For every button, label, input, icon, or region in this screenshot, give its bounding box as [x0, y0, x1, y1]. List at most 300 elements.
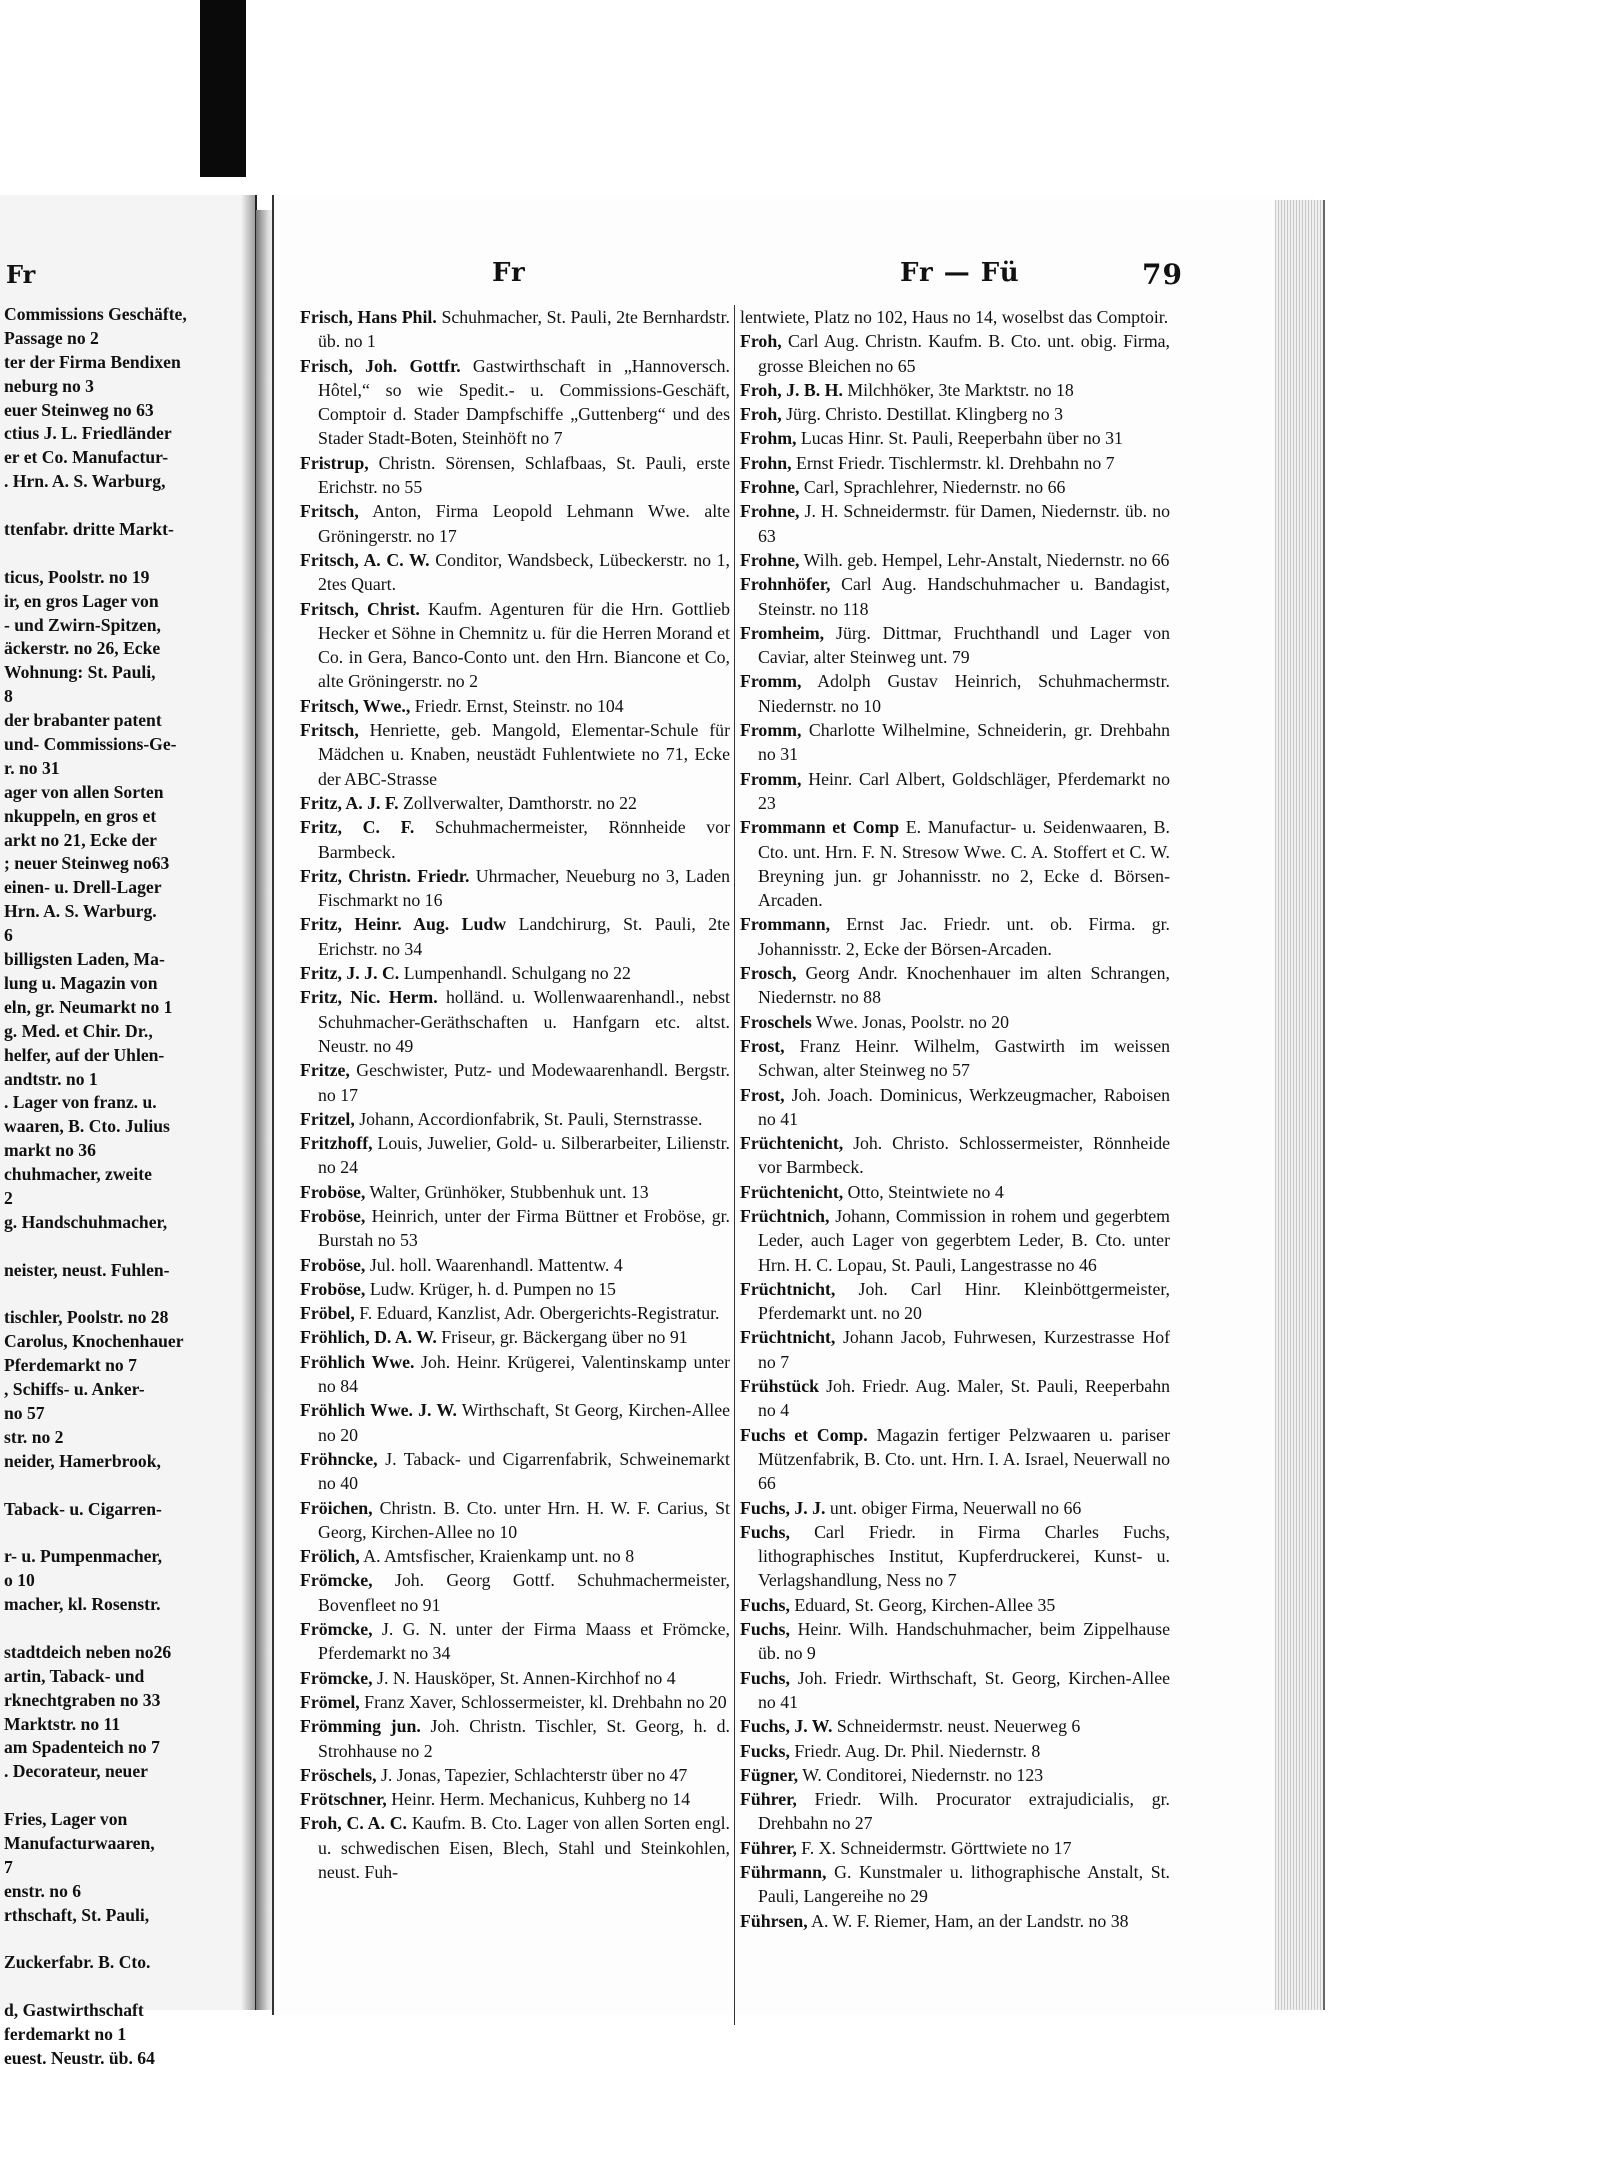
entry-name: Fritz, J. J. C. — [300, 963, 400, 984]
left-fragment-line — [4, 542, 264, 566]
left-fragment-line: am Spadenteich no 7 — [4, 1737, 160, 1758]
entry-details: A. W. F. Riemer, Ham, an der Landstr. no 38 — [807, 1910, 1129, 1931]
entry-details: Franz Xaver, Schlossermeister, kl. Drehbahn no 20 — [359, 1691, 727, 1712]
entry-details: Lucas Hinr. St. Pauli, Reeperbahn über no 31 — [796, 428, 1123, 449]
left-fragment-line: artin, Taback- und — [4, 1665, 145, 1686]
entry-name: Fritz, A. J. F. — [300, 792, 399, 813]
entry-name: Froböse, — [300, 1205, 366, 1226]
entry-details: Adolph Gustav Heinrich, Schuhmachermstr. Niedernstr. no 10 — [758, 671, 1170, 716]
entry-details: Schneidermstr. neust. Neuerweg 6 — [832, 1716, 1081, 1737]
entry-details: Georg Andr. Knochenhauer im alten Schrangen, Niedernstr. no 88 — [758, 963, 1170, 1008]
left-fragment-line: und- Commissions-Ge- — [4, 734, 177, 755]
page-number: 79 — [1142, 258, 1183, 291]
entry-name: Frömel, — [300, 1691, 360, 1712]
left-fragment-line: Manufacturwaaren, — [4, 1833, 155, 1853]
entry-details: A. Amtsfischer, Kraienkamp unt. no 8 — [359, 1546, 635, 1567]
left-fragment-line: no 57 — [4, 1402, 45, 1423]
directory-entry — [300, 1180, 730, 1204]
left-fragment-line: - und Zwirn-Spitzen, — [4, 614, 161, 635]
entry-name: Früchtenicht, — [740, 1181, 844, 1202]
directory-entry — [300, 1544, 730, 1568]
entry-details: Ernst Jac. Friedr. unt. ob. Firma. gr. Johannisstr. 2, Ecke der Börsen-Arcaden. — [758, 914, 1170, 959]
directory-entry — [300, 597, 730, 694]
directory-entry — [740, 1909, 1170, 1933]
directory-entry — [740, 548, 1170, 572]
entry-name: Fuchs, J. W. — [740, 1716, 833, 1737]
entry-details: Wwe. Jonas, Poolstr. no 20 — [811, 1011, 1010, 1032]
entry-name: Fritzhoff, — [300, 1133, 373, 1154]
left-fragment-line: Marktstr. no 11 — [4, 1713, 121, 1734]
entry-details: Heinr. Wilh. Handschuhmacher, beim Zippelhause üb. no 9 — [758, 1619, 1170, 1664]
entry-name: Fritsch, A. C. W. — [300, 549, 430, 570]
directory-entry — [740, 1860, 1170, 1909]
entry-name: Fritsch, — [300, 720, 359, 741]
left-fragment-line: r. no 31 — [4, 757, 60, 778]
directory-entry — [300, 499, 730, 548]
entry-details: Johann, Commission in rohem und gegerbtem Leder, auch Lager von gegerbtem Leder, B. Cto. unter Hrn. H. C. Lopau, St. Pauli, Langestrasse no 46 — [758, 1205, 1170, 1275]
entry-name: Fuchs, — [740, 1521, 790, 1542]
directory-entry — [740, 1739, 1170, 1763]
entry-details: Jul. holl. Waarenhandl. Mattentw. 4 — [365, 1254, 623, 1275]
left-fragment-line — [4, 1617, 264, 1641]
left-fragment-line: ager von allen Sorten — [4, 781, 164, 802]
entry-name: Fuchs, — [740, 1619, 790, 1640]
entry-details: lentwiete, Platz no 102, Haus no 14, woselbst das Comptoir. — [740, 307, 1169, 327]
entry-details: unt. obiger Firma, Neuerwall no 66 — [825, 1497, 1082, 1518]
entry-details: Joh. Christn. Tischler, St. Georg, h. d. Strohhause no 2 — [318, 1716, 731, 1761]
left-fragment-line: macher, kl. Rosenstr. — [4, 1594, 161, 1615]
entry-name: Frosch, — [740, 963, 797, 984]
directory-entry — [300, 548, 730, 597]
directory-entry — [300, 1787, 730, 1811]
left-fragment-line: stadtdeich neben no26 — [4, 1641, 172, 1662]
entry-name: Frisch, Joh. Gottfr. — [300, 355, 461, 376]
entry-details: W. Conditorei, Niedernstr. no 123 — [798, 1764, 1044, 1785]
entry-details: Henriette, geb. Mangold, Elementar-Schule für Mädchen u. Knaben, neustädt Fuhlentwiete no 71, Ecke der ABC-Strasse — [318, 720, 730, 789]
left-fragment-line: Commissions Geschäfte, — [4, 304, 187, 324]
entry-name: Frömcke, — [300, 1619, 373, 1640]
directory-entry — [300, 354, 730, 451]
entry-details: Johann, Accordionfabrik, St. Pauli, Sternstrasse. — [354, 1108, 703, 1129]
left-fragment-line: helfer, auf der Uhlen- — [4, 1044, 165, 1065]
left-fragment-line — [4, 1283, 264, 1307]
directory-entry — [740, 499, 1170, 548]
directory-entry — [740, 718, 1170, 767]
entry-name: Fromm, — [740, 768, 802, 789]
directory-entry — [740, 961, 1170, 1010]
entry-name: Fröbel, — [300, 1303, 355, 1324]
directory-entry — [300, 1107, 730, 1131]
directory-entry — [300, 1714, 730, 1763]
entry-name: Fritsch, Christ. — [300, 598, 420, 619]
left-fragment-line: . Hrn. A. S. Warburg, — [4, 471, 166, 492]
directory-entry — [740, 1010, 1170, 1034]
left-fragment-line: der brabanter patent — [4, 710, 162, 731]
left-fragment-line: neister, neust. Fuhlen- — [4, 1259, 170, 1280]
entry-details: Johann Jacob, Fuhrwesen, Kurzestrasse Hof no 7 — [758, 1327, 1170, 1372]
directory-entry — [740, 1617, 1170, 1666]
directory-entry — [740, 767, 1170, 816]
entry-name: Fromm, — [740, 671, 802, 692]
entry-details: Schuhmacher, St. Pauli, 2te Bernhardstr. üb. no 1 — [318, 307, 730, 352]
entry-details: Louis, Juwelier, Gold- u. Silberarbeiter, Lilienstr. no 24 — [318, 1133, 730, 1178]
left-fragment-line: tischler, Poolstr. no 28 — [4, 1307, 169, 1328]
entry-name: Froh, J. B. H. — [740, 379, 843, 400]
directory-entry — [300, 1398, 730, 1447]
entry-name: Fritz, Nic. Herm. — [300, 987, 438, 1008]
entry-details: Joh. Georg Gottf. Schuhmachermeister, Bovenfleet no 91 — [318, 1570, 730, 1615]
directory-entry — [300, 1058, 730, 1107]
entry-details: Friedr. Wilh. Procurator extrajudicialis, gr. Drehbahn no 27 — [758, 1789, 1170, 1834]
directory-entry — [740, 572, 1170, 621]
entry-details: Uhrmacher, Neueburg no 3, Laden Fischmarkt no 16 — [318, 865, 730, 911]
left-fragment-line: einen- u. Drell-Lager — [4, 877, 162, 898]
left-fragment-line: ticus, Poolstr. no 19 — [4, 566, 150, 587]
entry-name: Führer, — [740, 1837, 797, 1858]
entry-details: J. G. N. unter der Firma Maass et Frömcke, Pferdemarkt no 34 — [318, 1619, 730, 1664]
entry-details: Lumpenhandl. Schulgang no 22 — [399, 963, 631, 984]
entry-name: Fuchs, J. J. — [740, 1497, 826, 1518]
directory-entry — [300, 985, 730, 1058]
entry-details: J. H. Schneidermstr. für Damen, Niedernstr. üb. no 63 — [758, 501, 1170, 546]
entry-name: Früchtnich, — [740, 1205, 830, 1226]
left-fragment-line: Taback- u. Cigarren- — [4, 1498, 162, 1519]
directory-entry — [300, 1763, 730, 1787]
left-fragment-line: , Schiffs- u. Anker- — [4, 1379, 145, 1400]
left-fragment-line: g. Med. et Chir. Dr., — [4, 1020, 153, 1041]
left-fragment-line: . Decorateur, neuer — [4, 1761, 148, 1782]
directory-entry — [300, 815, 730, 864]
entry-name: Frost, — [740, 1084, 785, 1105]
directory-entry — [740, 621, 1170, 670]
left-fragment-line: neider, Hamerbrook, — [4, 1450, 161, 1471]
entry-name: Frost, — [740, 1035, 785, 1056]
running-head-left: Fr — [492, 258, 526, 288]
directory-entry — [740, 1666, 1170, 1715]
directory-entry — [740, 329, 1170, 378]
entry-name: Frisch, Hans Phil. — [300, 307, 437, 327]
directory-entry — [740, 451, 1170, 475]
entry-details: Joh. Christo. Schlossermeister, Rönnheide vor Barmbeck. — [758, 1133, 1170, 1178]
left-fragment-line: ter der Firma Bendixen — [4, 351, 181, 372]
entry-details: Wirthschaft, St Georg, Kirchen-Allee no 20 — [318, 1400, 730, 1445]
left-fragment-line: euer Steinweg no 63 — [4, 399, 154, 420]
entry-details: Schuhmachermeister, Rönnheide vor Barmbeck. — [318, 817, 730, 862]
left-fragment-line: Passage no 2 — [4, 327, 99, 348]
entry-name: Früchtnicht, — [740, 1327, 836, 1348]
entry-name: Früchtnicht, — [740, 1278, 836, 1299]
entry-details: Christn. B. Cto. unter Hrn. H. W. F. Carius, St Georg, Kirchen-Allee no 10 — [318, 1497, 730, 1542]
left-fragment-line: waaren, B. Cto. Julius — [4, 1116, 170, 1137]
left-fragment-line: g. Handschuhmacher, — [4, 1211, 168, 1232]
entry-details: Jürg. Dittmar, Fruchthandl und Lager von Caviar, alter Steinweg unt. 79 — [758, 622, 1170, 668]
left-fragment-line: ctius J. L. Friedländer — [4, 423, 172, 444]
directory-entry — [740, 1131, 1170, 1180]
entry-details: Geschwister, Putz- und Modewaarenhandl. Bergstr. no 17 — [318, 1060, 730, 1105]
entry-name: Fröhlich, D. A. W. — [300, 1327, 437, 1348]
directory-entry — [300, 1204, 730, 1253]
entry-name: Froh, — [740, 331, 782, 352]
left-fragment-line: neburg no 3 — [4, 375, 94, 396]
directory-entry — [740, 1423, 1170, 1496]
left-page-fragments — [4, 303, 264, 2071]
left-fragment-line: Wohnung: St. Pauli, — [4, 662, 156, 683]
directory-entry — [300, 1350, 730, 1399]
left-fragment-line — [4, 1235, 264, 1259]
directory-entry — [740, 669, 1170, 718]
directory-column-2 — [740, 305, 1170, 1933]
left-fragment-line: markt no 36 — [4, 1140, 96, 1161]
entry-details: Eduard, St. Georg, Kirchen-Allee 35 — [789, 1594, 1056, 1615]
directory-entry — [740, 1374, 1170, 1423]
entry-name: Frohm, — [740, 428, 797, 449]
directory-entry — [300, 864, 730, 913]
entry-name: Froböse, — [300, 1181, 366, 1202]
entry-details: F. X. Schneidermstr. Görttwiete no 17 — [796, 1837, 1072, 1858]
directory-entry — [740, 912, 1170, 961]
column-divider — [734, 305, 735, 2025]
entry-details: Ernst Friedr. Tischlermstr. kl. Drehbahn no 7 — [791, 452, 1115, 473]
entry-name: Führsen, — [740, 1910, 808, 1931]
entry-details: Jürg. Christo. Destillat. Klingberg no 3 — [781, 404, 1064, 425]
entry-details: Kaufm. Agenturen für die Hrn. Gottlieb Hecker et Söhne in Chemnitz u. für die Herren Morand et Co. in Gera, Banco-Conto unt. den Hrn. Biancone et Co, alte Gröningerstr. no 2 — [318, 598, 730, 692]
directory-entry — [740, 1593, 1170, 1617]
entry-details: Friedr. Aug. Dr. Phil. Niedernstr. 8 — [789, 1740, 1041, 1761]
directory-entry — [300, 1447, 730, 1496]
entry-details: Joh. Friedr. Wirthschaft, St. Georg, Kirchen-Allee no 41 — [758, 1667, 1170, 1712]
entry-name: Fröichen, — [300, 1497, 373, 1518]
entry-name: Frommann, — [740, 914, 831, 935]
left-fragment-line: . Lager von franz. u. — [4, 1092, 157, 1113]
left-fragment-line: chuhmacher, zweite — [4, 1164, 152, 1185]
left-fragment-line: äckerstr. no 26, Ecke — [4, 638, 161, 659]
directory-entry — [740, 1496, 1170, 1520]
entry-name: Frohne, — [740, 501, 800, 522]
entry-details: Otto, Steintwiete no 4 — [843, 1181, 1004, 1202]
directory-entry — [300, 1811, 730, 1884]
entry-name: Fritsch, — [300, 501, 359, 522]
directory-entry — [300, 694, 730, 718]
entry-details: Friedr. Ernst, Steinstr. no 104 — [410, 695, 624, 716]
entry-name: Führer, — [740, 1789, 797, 1810]
entry-name: Frohne, — [740, 477, 800, 498]
directory-entry — [740, 1034, 1170, 1083]
left-fragment-line: 7 — [4, 1856, 13, 1877]
directory-entry — [300, 1277, 730, 1301]
entry-details: Landchirurg, St. Pauli, 2te Erichstr. no 34 — [318, 914, 730, 959]
entry-name: Froböse, — [300, 1278, 366, 1299]
entry-details: Joh. Carl Hinr. Kleinböttgermeister, Pferdemarkt unt. no 20 — [758, 1278, 1170, 1324]
entry-name: Frömcke, — [300, 1570, 373, 1591]
entry-details: Heinr. Herm. Mechanicus, Kuhberg no 14 — [386, 1789, 691, 1810]
entry-name: Fromm, — [740, 720, 802, 741]
directory-entry — [300, 1301, 730, 1325]
entry-details: Charlotte Wilhelmine, Schneiderin, gr. Drehbahn no 31 — [758, 720, 1170, 765]
entry-name: Fröschels, — [300, 1764, 377, 1785]
entry-details: Joh. Friedr. Aug. Maler, St. Pauli, Reeperbahn no 4 — [758, 1376, 1170, 1421]
entry-details: F. Eduard, Kanzlist, Adr. Obergerichts-Registratur. — [354, 1303, 720, 1324]
entry-details: J. Jonas, Tapezier, Schlachterstr über no 47 — [376, 1764, 688, 1785]
left-fragment-line: Carolus, Knochenhauer — [4, 1331, 184, 1352]
left-fragment-line: ttenfabr. dritte Markt- — [4, 519, 174, 540]
directory-entry — [300, 912, 730, 961]
left-fragment-line: o 10 — [4, 1570, 35, 1591]
directory-entry — [300, 1690, 730, 1714]
entry-details: Conditor, Wandsbeck, Lübeckerstr. no 1, 2tes Quart. — [318, 549, 730, 595]
entry-name: Fromheim, — [740, 622, 825, 643]
entry-details: Carl Aug. Handschuhmacher u. Bandagist, Steinstr. no 118 — [758, 574, 1170, 619]
entry-name: Fröhlich Wwe. — [300, 1351, 415, 1372]
left-fragment-line: ferdemarkt no 1 — [4, 2024, 127, 2045]
left-fragment-line: er et Co. Manufactur- — [4, 447, 169, 468]
left-fragment-line — [4, 494, 264, 518]
entry-name: Fuchs, — [740, 1667, 790, 1688]
left-fragment-line: billigsten Laden, Ma- — [4, 949, 165, 970]
left-fragment-line: Pferdemarkt no 7 — [4, 1355, 137, 1376]
directory-entry — [300, 1617, 730, 1666]
directory-entry — [740, 1787, 1170, 1836]
left-fragment-line: nkuppeln, en gros et — [4, 805, 157, 826]
entry-name: Frölich, — [300, 1546, 360, 1567]
entry-name: Fritz, C. F. — [300, 817, 415, 838]
entry-details: Joh. Joach. Dominicus, Werkzeugmacher, Raboisen no 41 — [758, 1084, 1170, 1129]
entry-name: Fröhncke, — [300, 1448, 378, 1469]
entry-name: Frötschner, — [300, 1789, 387, 1810]
page-edges — [1275, 200, 1325, 2010]
entry-name: Frommann et Comp — [740, 817, 900, 838]
directory-entry — [300, 1496, 730, 1545]
left-fragment-line: d, Gastwirthschaft — [4, 2000, 144, 2021]
left-fragment-line — [4, 1521, 264, 1545]
directory-entry — [740, 378, 1170, 402]
left-fragment-line — [4, 1474, 264, 1498]
entry-name: Frohnhöfer, — [740, 574, 831, 595]
directory-entry — [740, 402, 1170, 426]
entry-name: Fritze, — [300, 1060, 350, 1081]
directory-entry — [300, 1253, 730, 1277]
left-fragment-line: ir, en gros Lager von — [4, 590, 159, 611]
entry-name: Froschels — [740, 1011, 812, 1032]
entry-details: Christn. Sörensen, Schlafbaas, St. Pauli, erste Erichstr. no 55 — [318, 452, 730, 498]
entry-details: Wilh. geb. Hempel, Lehr-Anstalt, Niedernstr. no 66 — [799, 549, 1170, 570]
entry-name: Fritzel, — [300, 1108, 355, 1129]
directory-entry — [300, 791, 730, 815]
entry-name: Fuchs et Comp. — [740, 1424, 868, 1445]
scan-border-strip — [200, 0, 246, 177]
directory-entry — [740, 1520, 1170, 1593]
left-fragment-line: Hrn. A. S. Warburg. — [4, 901, 157, 922]
left-fragment-line: 6 — [4, 925, 13, 946]
entry-details: Carl Friedr. in Firma Charles Fuchs, lithographisches Institut, Kupferdruckerei, Kunst- u. Verlagshandlung, Ness no 7 — [758, 1521, 1170, 1591]
entry-details: Zollverwalter, Damthorstr. no 22 — [398, 792, 637, 813]
entry-details: Kaufm. B. Cto. Lager von allen Sorten engl. u. schwedischen Eisen, Blech, Stahl und Steinkohlen, neust. Fuh- — [318, 1813, 730, 1882]
left-fragment-line: Fries, Lager von — [4, 1809, 128, 1830]
directory-entry — [740, 305, 1170, 329]
left-page-header: Fr — [6, 260, 36, 289]
running-head-center: Fr — Fü — [900, 258, 1020, 288]
entry-name: Froböse, — [300, 1254, 366, 1275]
entry-details: Walter, Grünhöker, Stubbenhuk unt. 13 — [365, 1181, 649, 1202]
directory-entry — [300, 1325, 730, 1349]
left-fragment-line: Zuckerfabr. B. Cto. — [4, 1952, 151, 1973]
entry-name: Frühstück — [740, 1376, 820, 1397]
left-fragment-line: andtstr. no 1 — [4, 1068, 98, 1089]
left-fragment-line: eln, gr. Neumarkt no 1 — [4, 996, 173, 1017]
directory-entry — [300, 1568, 730, 1617]
directory-entry — [300, 451, 730, 500]
left-fragment-line — [4, 1928, 264, 1952]
entry-details: Ludw. Krüger, h. d. Pumpen no 15 — [365, 1278, 616, 1299]
directory-entry — [740, 1277, 1170, 1326]
entry-details: Heinr. Carl Albert, Goldschläger, Pferdemarkt no 23 — [758, 768, 1170, 813]
entry-name: Fuchs, — [740, 1594, 790, 1615]
entry-name: Fritz, Christn. Friedr. — [300, 865, 470, 886]
entry-name: Frohne, — [740, 549, 800, 570]
entry-name: Fügner, — [740, 1764, 799, 1785]
entry-details: Magazin fertiger Pelzwaaren u. pariser Mützenfabrik, B. Cto. unt. Hrn. I. A. Israel, Neuerwall no 66 — [758, 1424, 1170, 1494]
entry-name: Frömcke, — [300, 1667, 373, 1688]
directory-column-1 — [300, 305, 730, 1884]
entry-name: Froh, C. A. C. — [300, 1813, 407, 1834]
entry-name: Fritz, Heinr. Aug. Ludw — [300, 914, 507, 935]
entry-details: Franz Heinr. Wilhelm, Gastwirth im weissen Schwan, alter Steinweg no 57 — [758, 1035, 1170, 1081]
entry-details: G. Kunstmaler u. lithographische Anstalt, St. Pauli, Langereihe no 29 — [758, 1862, 1170, 1907]
directory-entry — [740, 1180, 1170, 1204]
directory-entry — [740, 1714, 1170, 1738]
entry-name: Frohn, — [740, 452, 792, 473]
directory-entry — [300, 1131, 730, 1180]
directory-entry — [740, 1763, 1170, 1787]
directory-entry — [300, 961, 730, 985]
entry-name: Fröhlich Wwe. J. W. — [300, 1400, 457, 1421]
entry-name: Frömming jun. — [300, 1716, 421, 1737]
left-page — [0, 195, 257, 2069]
entry-name: Führmann, — [740, 1862, 827, 1882]
left-fragment-line — [4, 1975, 264, 1999]
directory-entry — [300, 1666, 730, 1690]
left-fragment-line: arkt no 21, Ecke der — [4, 829, 157, 850]
entry-details: Gastwirthschaft in „Hannoversch. Hôtel,“ so wie Spedit.- u. Commissions-Geschäft, Comptoir d. Stader Dampfschiffe „Guttenberg“ und des Stader Stadt-Boten, Steinhöft no 7 — [318, 355, 730, 449]
left-fragment-line — [4, 1784, 264, 1808]
entry-details: Heinrich, unter der Firma Büttner et Froböse, gr. Burstah no 53 — [318, 1205, 730, 1251]
entry-name: Früchtenicht, — [740, 1133, 844, 1154]
directory-entry — [740, 815, 1170, 912]
left-fragment-line: str. no 2 — [4, 1426, 64, 1447]
entry-details: J. Taback- und Cigarrenfabrik, Schweinemarkt no 40 — [318, 1448, 730, 1494]
entry-details: Joh. Heinr. Krügerei, Valentinskamp unter no 84 — [318, 1351, 731, 1397]
entry-name: Fucks, — [740, 1740, 790, 1761]
entry-details: Carl, Sprachlehrer, Niedernstr. no 66 — [799, 477, 1066, 498]
entry-details: Friseur, gr. Bäckergang über no 91 — [436, 1327, 688, 1348]
entry-name: Fristrup, — [300, 452, 369, 473]
entry-name: Froh, — [740, 404, 782, 425]
directory-entry — [740, 1083, 1170, 1132]
directory-entry — [300, 718, 730, 791]
entry-details: Milchhöker, 3te Marktstr. no 18 — [842, 379, 1074, 400]
entry-details: holländ. u. Wollenwaarenhandl., nebst Schuhmacher-Geräthschaften u. Hanfgarn etc. altst. Neustr. no 49 — [318, 987, 730, 1056]
entry-details: J. N. Hausköper, St. Annen-Kirchhof no 4 — [372, 1667, 676, 1688]
left-fragment-line: 8 — [4, 686, 13, 707]
left-fragment-line: enstr. no 6 — [4, 1880, 82, 1901]
directory-entry — [740, 1325, 1170, 1374]
directory-entry — [740, 475, 1170, 499]
directory-entry — [740, 1836, 1170, 1860]
entry-details: Anton, Firma Leopold Lehmann Wwe. alte Gröningerstr. no 17 — [318, 501, 730, 546]
directory-entry — [740, 1204, 1170, 1277]
directory-entry — [300, 305, 730, 354]
left-fragment-line: ; neuer Steinweg no63 — [4, 853, 170, 874]
entry-details: Carl Aug. Christn. Kaufm. B. Cto. unt. obig. Firma, grosse Bleichen no 65 — [758, 331, 1170, 376]
